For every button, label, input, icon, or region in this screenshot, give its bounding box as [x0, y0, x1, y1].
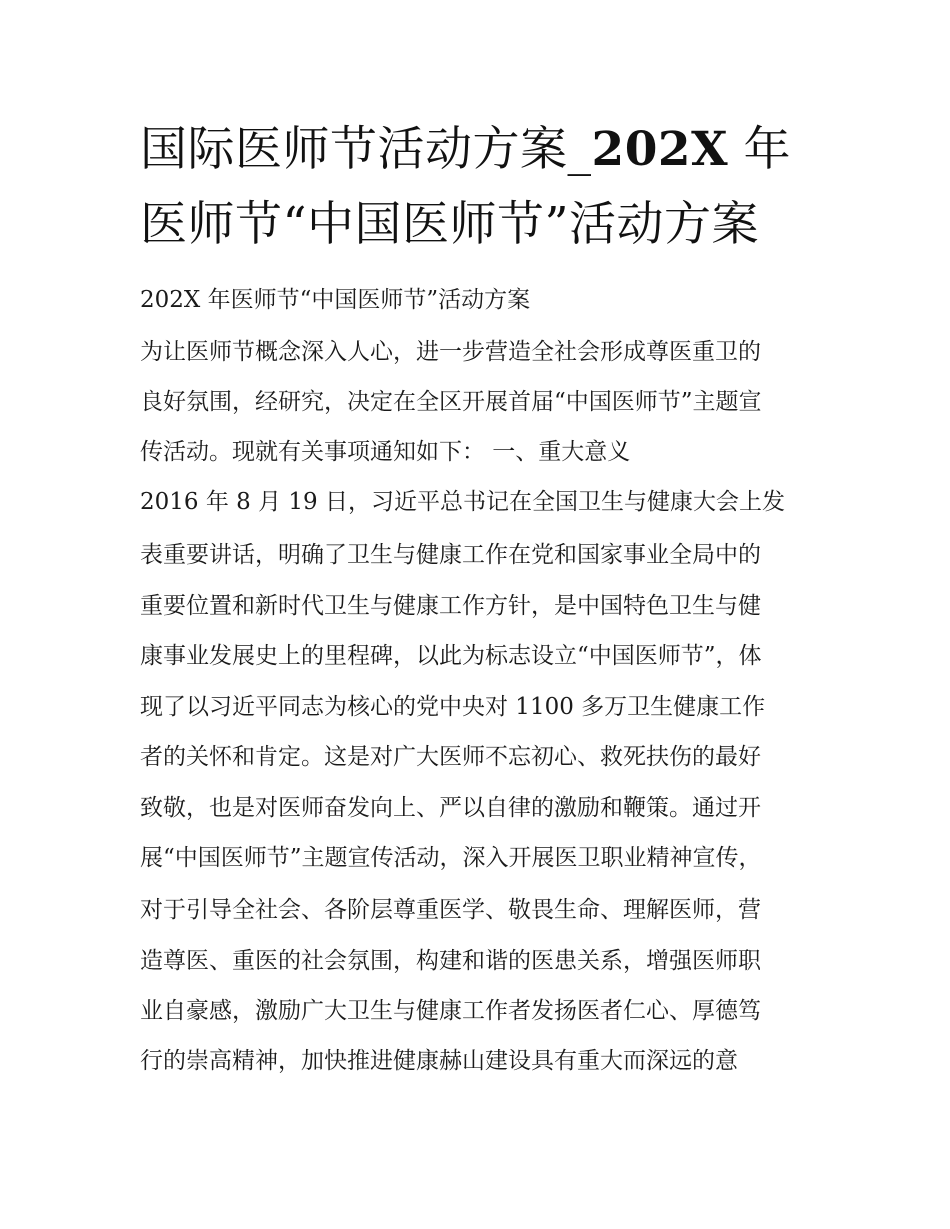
body-line: 现了以习近平同志为核心的党中央对 1100 多万卫生健康工作	[140, 694, 766, 720]
body-line: 造尊医、重医的社会氛围，构建和谐的医患关系，增强医师职	[140, 948, 761, 974]
body-line: 良好氛围，经研究，决定在全区开展首届“中国医师节”主题宣	[140, 389, 762, 415]
title-line-2-text: 医师节“中国医师节”活动方案	[140, 197, 760, 252]
document-title	[140, 112, 820, 262]
subtitle-line: 202X 年医师节“中国医师节”活动方案	[140, 287, 531, 313]
body-line: 行的崇高精神，加快推进健康赫山建设具有重大而深远的意	[140, 1048, 738, 1074]
title-year-suffix: 年	[728, 122, 792, 177]
body-line: 对于引导全社会、各阶层尊重医学、敬畏生命、理解医师，营	[140, 897, 761, 923]
body-line: 致敬，也是对医师奋发向上、严以自律的激励和鞭策。通过开	[140, 795, 761, 821]
body-line: 2016 年 8 月 19 日，习近平总书记在全国卫生与健康大会上发	[140, 489, 785, 515]
body-line: 重要位置和新时代卫生与健康工作方针，是中国特色卫生与健	[140, 593, 761, 619]
body-line: 业自豪感，激励广大卫生与健康工作者发扬医者仁心、厚德笃	[140, 998, 761, 1024]
title-year-bold: 202X	[591, 122, 729, 177]
body-line: 传活动。现就有关事项通知如下： 一、重大意义	[140, 439, 631, 465]
body-line: 为让医师节概念深入人心，进一步营造全社会形成尊医重卫的	[140, 339, 761, 365]
body-line: 展“中国医师节”主题宣传活动，深入开展医卫职业精神宣传，	[140, 845, 762, 871]
title-line-1-text: 国际医师节活动方案_	[140, 122, 592, 177]
body-line: 康事业发展史上的里程碑，以此为标志设立“中国医师节”，体	[140, 643, 762, 669]
body-line: 者的关怀和肯定。这是对广大医师不忘初心、救死扶伤的最好	[140, 744, 761, 770]
body-line: 表重要讲话，明确了卫生与健康工作在党和国家事业全局中的	[140, 542, 761, 568]
